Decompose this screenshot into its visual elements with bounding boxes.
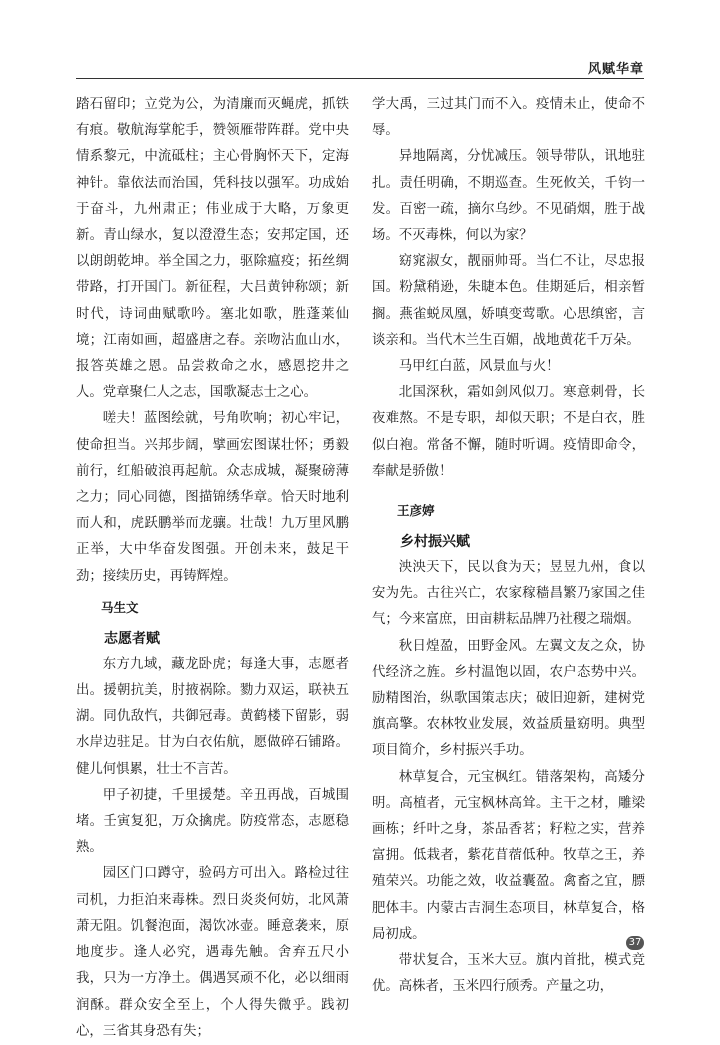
paragraph: 窈窕淑女，靓丽帅哥。当仁不让，尽忠报国。粉黛稍逊，朱睫本色。佳期延后，相亲暂搁。燕雀蜕凤凰，娇嗔变莺歌。心思缜密，言谈亲和。当代木兰生百媚，战地黄花千万朵。 bbox=[372, 254, 645, 348]
left-column bbox=[76, 92, 349, 1045]
author-name: 马生文 bbox=[101, 599, 139, 615]
piece-title: 乡村振兴赋 bbox=[400, 534, 470, 551]
paragraph: 北国深秋，霜如剑风似刀。寒意刺骨，长夜难熬。不是专职，却似天职；不是白衣，胜似白袍。常备不懈，随时听调。疫情即命令，奉献是骄傲！ bbox=[372, 385, 645, 479]
paragraph: 东方九域，藏龙卧虎；每逢大事，志愿者出。援朝抗美，肘掖祸除。勠力双运，联袂五湖。同仇敌忾，共御冠毒。黄鹤楼下留影，弱水岸边驻足。甘为白衣佑航，愿做碎石铺路。健儿何惧累，壮士不言苦。 bbox=[76, 656, 349, 777]
page-number: 37 bbox=[626, 936, 644, 950]
paragraph: 学大禹，三过其门而不入。疫情未止，使命不辱。 bbox=[372, 97, 645, 139]
paragraph: 园区门口蹲守，验码方可出入。路检过往司机，力拒泊来毒株。烈日炎炎何妨，北风萧萧无阻。饥餐泡面，渴饮冰壶。睡意袭来，原地度步。逢人必究，遇毒先触。舍弃五尺小我，只为一方净土。偶遇冥顽不化，必以细雨润酥。群众安全至上，个人得失微乎。践初心，三省其身恐有失； bbox=[76, 866, 349, 1039]
paragraph: 林草复合，元宝枫红。错落架构，高矮分明。高植者，元宝枫林高耸。主干之材，雕梁画栋；纤叶之身，茶品香茗；籽粒之实，营养富拥。低栽者，紫花苜蓿低种。牧草之王，养殖荣兴。功能之效，收益囊盈。禽畜之宜，膘肥体丰。内蒙古吉洞生态项目，林草复合，格局初成。 bbox=[372, 769, 645, 942]
paragraph: 踏石留印；立党为公，为清廉而灭蝇虎，抓铁有痕。敬航海掌舵手，赞领雁带阵群。党中央情系黎元，中流砥柱；主心骨胸怀天下，定海神针。靠依法而治国，凭科技以强军。功成始于奋斗，九州肃正；伟业成于大略，万象更新。青山绿水，复以澄澄生态；安邦定国，还以朗朗乾坤。举全国之力，驱除瘟疫；拓丝绸带路，打开国门。新征程，大吕黄钟称颂；新时代，诗词曲赋歌吟。塞北如歌，胜蓬莱仙境；江南如画，超盛唐之春。亲吻沾血山水，报答英雄之恩。品尝救命之水，感恩挖井之人。党章聚仁人之志，国歌凝志士之心。 bbox=[76, 97, 349, 401]
paragraph: 泱泱天下，民以食为天；昱昱九州，食以安为先。古往兴亡，农家稼穑昌繁乃家国之佳气；今来富庶，田亩耕耘品牌乃社稷之瑞烟。 bbox=[372, 560, 645, 628]
paragraph: 甲子初捷，千里援楚。辛丑再战，百城围堵。壬寅复犯，万众擒虎。防疫常态，志愿稳熟。 bbox=[76, 787, 349, 856]
section-label: 风赋华章 bbox=[587, 62, 644, 77]
author-name: 王彦婷 bbox=[397, 503, 435, 519]
header-rule bbox=[76, 78, 644, 79]
paragraph: 带状复合，玉米大豆。旗内首批，模式竞优。高株者，玉米四行颀秀。产量之功， bbox=[372, 953, 645, 995]
paragraph: 嗟夫！蓝图绘就，号角吹响；初心牢记，使命担当。兴邦步阔，擘画宏图谋壮怀；勇毅前行，红船破浪再起航。众志成城，凝聚磅薄之力；同心同德，图描锦绣华章。恰天时地利而人和，虎跃鹏举而龙骧。壮哉！九万里风鹏正举，大中华奋发图强。开创未来，鼓足干劲；接续历史，再铸辉煌。 bbox=[76, 411, 349, 584]
paragraph: 异地隔离，分忧减压。领导带队，讯地驻扎。责任明确，不期巡查。生死攸关，千钧一发。百密一疏，摘尔乌纱。不见硝烟，胜于战场。不灭毒株，何以为家？ bbox=[372, 149, 645, 244]
paragraph: 秋日煌盈，田野金风。左翼文友之众，协代经济之旌。乡村温饱以固，农户态势中兴。励精图治，纵歌国策志庆；破旧迎新，建树党旗高擎。农林牧业发展，效益质量窈明。典型项目简介，乡村振兴手功。 bbox=[372, 638, 645, 759]
piece-title: 志愿者赋 bbox=[104, 630, 160, 647]
paragraph: 马甲红白蓝，风景血与火！ bbox=[398, 359, 560, 375]
right-column bbox=[372, 92, 645, 1001]
